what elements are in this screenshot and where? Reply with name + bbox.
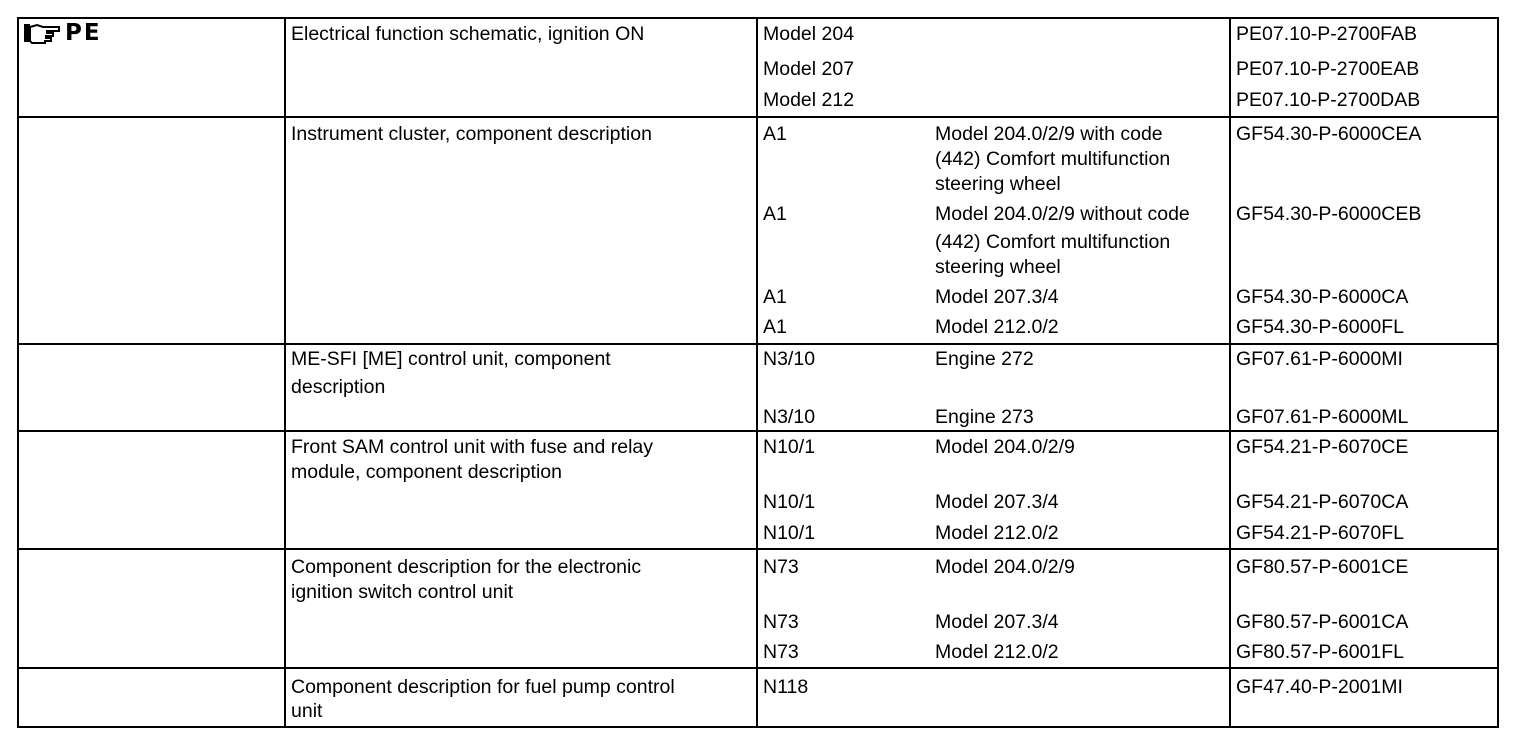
row-divider <box>17 548 1499 550</box>
row-divider <box>17 116 1499 118</box>
row-divider <box>17 667 1499 669</box>
document-link[interactable]: GF54.30-P-6000CA <box>1236 286 1409 308</box>
component-cell: A1 <box>763 316 787 338</box>
condition-cell: Model 207.3/4 <box>935 611 1059 633</box>
row-description: Electrical function schematic, ignition ON <box>291 23 645 45</box>
component-cell: N73 <box>763 641 799 663</box>
condition-cell: Engine 272 <box>935 348 1034 370</box>
document-link[interactable]: PE07.10-P-2700FAB <box>1236 23 1418 45</box>
document-link[interactable]: GF07.61-P-6000MI <box>1236 348 1403 370</box>
component-cell: A1 <box>763 286 787 308</box>
condition-cell: steering wheel <box>935 173 1061 195</box>
document-link[interactable]: PE07.10-P-2700DAB <box>1236 89 1421 111</box>
document-link[interactable]: GF54.21-P-6070CE <box>1236 436 1409 458</box>
document-link[interactable]: GF54.30-P-6000CEB <box>1236 203 1422 225</box>
row-description: ignition switch control unit <box>291 581 514 603</box>
column-divider <box>284 17 286 728</box>
component-cell: N73 <box>763 611 799 633</box>
condition-cell: Model 204.0/2/9 <box>935 556 1075 578</box>
row-description: description <box>291 376 386 398</box>
row-description: Front SAM control unit with fuse and relay <box>291 436 653 458</box>
component-cell: N10/1 <box>763 491 816 513</box>
condition-cell: (442) Comfort multifunction <box>935 231 1171 253</box>
component-cell: N118 <box>763 676 809 698</box>
condition-cell: Model 212.0/2 <box>935 522 1059 544</box>
condition-cell: Model 207.3/4 <box>935 491 1059 513</box>
document-link[interactable]: GF80.57-P-6001CA <box>1236 611 1409 633</box>
column-divider <box>756 17 758 728</box>
pointing-hand-icon <box>23 21 61 45</box>
row-description: unit <box>291 700 323 722</box>
component-cell: Model 204 <box>763 23 855 45</box>
component-cell: Model 207 <box>763 58 855 80</box>
document-link[interactable]: GF47.40-P-2001MI <box>1236 676 1403 698</box>
document-link[interactable]: GF80.57-P-6001CE <box>1236 556 1409 578</box>
component-cell: N10/1 <box>763 436 816 458</box>
condition-cell: Model 204.0/2/9 <box>935 436 1075 458</box>
condition-cell: Model 204.0/2/9 without code <box>935 203 1190 225</box>
row-divider <box>17 430 1499 432</box>
condition-cell: Model 212.0/2 <box>935 316 1059 338</box>
document-link[interactable]: PE07.10-P-2700EAB <box>1236 58 1420 80</box>
component-cell: A1 <box>763 203 787 225</box>
row-description: Component description for the electronic <box>291 556 642 578</box>
document-link[interactable]: GF54.30-P-6000CEA <box>1236 123 1422 145</box>
document-link[interactable]: GF07.61-P-6000ML <box>1236 406 1409 428</box>
component-cell: N3/10 <box>763 406 816 428</box>
column-divider <box>1229 17 1231 728</box>
document-link[interactable]: GF80.57-P-6001FL <box>1236 641 1405 663</box>
component-cell: Model 212 <box>763 89 855 111</box>
component-cell: N10/1 <box>763 522 816 544</box>
condition-cell: Model 212.0/2 <box>935 641 1059 663</box>
component-cell: N3/10 <box>763 348 816 370</box>
condition-cell: Engine 273 <box>935 406 1034 428</box>
row-divider <box>17 343 1499 345</box>
condition-cell: steering wheel <box>935 256 1061 278</box>
row-description: Component description for fuel pump control <box>291 676 675 698</box>
component-cell: A1 <box>763 123 787 145</box>
document-link[interactable]: GF54.30-P-6000FL <box>1236 316 1405 338</box>
condition-cell: Model 204.0/2/9 with code <box>935 123 1163 145</box>
document-link[interactable]: GF54.21-P-6070FL <box>1236 522 1405 544</box>
row-description: ME-SFI [ME] control unit, component <box>291 348 611 370</box>
pe-label: PE <box>65 20 102 46</box>
row-description: module, component description <box>291 461 562 483</box>
pe-marker <box>23 18 102 48</box>
condition-cell: Model 207.3/4 <box>935 286 1059 308</box>
condition-cell: (442) Comfort multifunction <box>935 148 1171 170</box>
component-cell: N73 <box>763 556 799 578</box>
document-link[interactable]: GF54.21-P-6070CA <box>1236 491 1409 513</box>
row-description: Instrument cluster, component description <box>291 123 652 145</box>
